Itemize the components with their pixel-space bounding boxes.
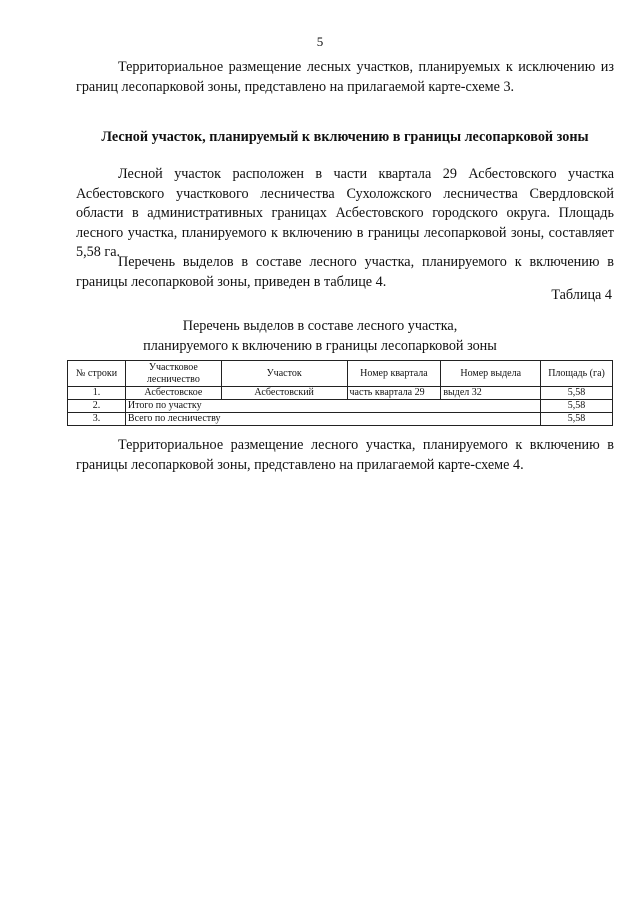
section-heading: Лесной участок, планируемый к включению в границы лесопарковой зоны [101, 129, 589, 145]
cell-plot: Асбестовский [221, 387, 347, 400]
cell-row-number: 3. [68, 413, 126, 426]
table-title-line-2: планируемого к включению в границы лесопарковой зоны [143, 337, 497, 354]
paragraph-table-reference: Перечень выделов в составе лесного участка, планируемого к включению в границы лесопарковой зоны, приведен в таблице 4. [76, 254, 614, 290]
cell-district-forestry: Асбестовское [125, 387, 221, 400]
page-number: 5 [316, 34, 324, 49]
header-row-number: № строки [68, 361, 126, 387]
cell-total-label: Всего по лесничеству [125, 413, 540, 426]
cell-area: 5,58 [541, 387, 613, 400]
paragraph-forest-plot-description: Лесной участок расположен в части квартала 29 Асбестовского участка Асбестовского участкового лесничества Сухоложского лесничества Свердловской области в административных границах Асбестовского городского округа. Площадь лесного участка, планируемого к включению в границы лесопарковой зоны, составляет 5,58 га. [76, 166, 614, 260]
cell-subtotal-label: Итого по участку [125, 400, 540, 413]
paragraph-map-scheme-3: Территориальное размещение лесных участков, планируемых к исключению из границ лесопарковой зоны, представлено на прилагаемой карте-схеме 3. [76, 59, 614, 95]
table-row [68, 387, 613, 400]
header-allotment-number: Номер выдела [441, 361, 541, 387]
cell-area: 5,58 [541, 400, 613, 413]
table-header-row [68, 361, 613, 387]
table-title [0, 317, 640, 356]
cell-block-number: часть квартала 29 [347, 387, 441, 400]
table-label: Таблица 4 [551, 287, 612, 303]
table-row-subtotal [68, 400, 613, 413]
cell-area: 5,58 [541, 413, 613, 426]
header-block-number: Номер квартала [347, 361, 441, 387]
cell-row-number: 2. [68, 400, 126, 413]
allotments-table [67, 360, 613, 426]
header-plot: Участок [221, 361, 347, 387]
table-row-total [68, 413, 613, 426]
header-area: Площадь (га) [541, 361, 613, 387]
table-title-line-1: Перечень выделов в составе лесного участка, [182, 318, 458, 334]
cell-allotment-number: выдел 32 [441, 387, 541, 400]
header-district-forestry: Участковое лесничество [125, 361, 221, 387]
cell-row-number: 1. [68, 387, 126, 400]
paragraph-map-scheme-4: Территориальное размещение лесного участка, планируемого к включению в границы лесопарковой зоны, представлено на прилагаемой карте-схеме 4. [76, 437, 614, 473]
